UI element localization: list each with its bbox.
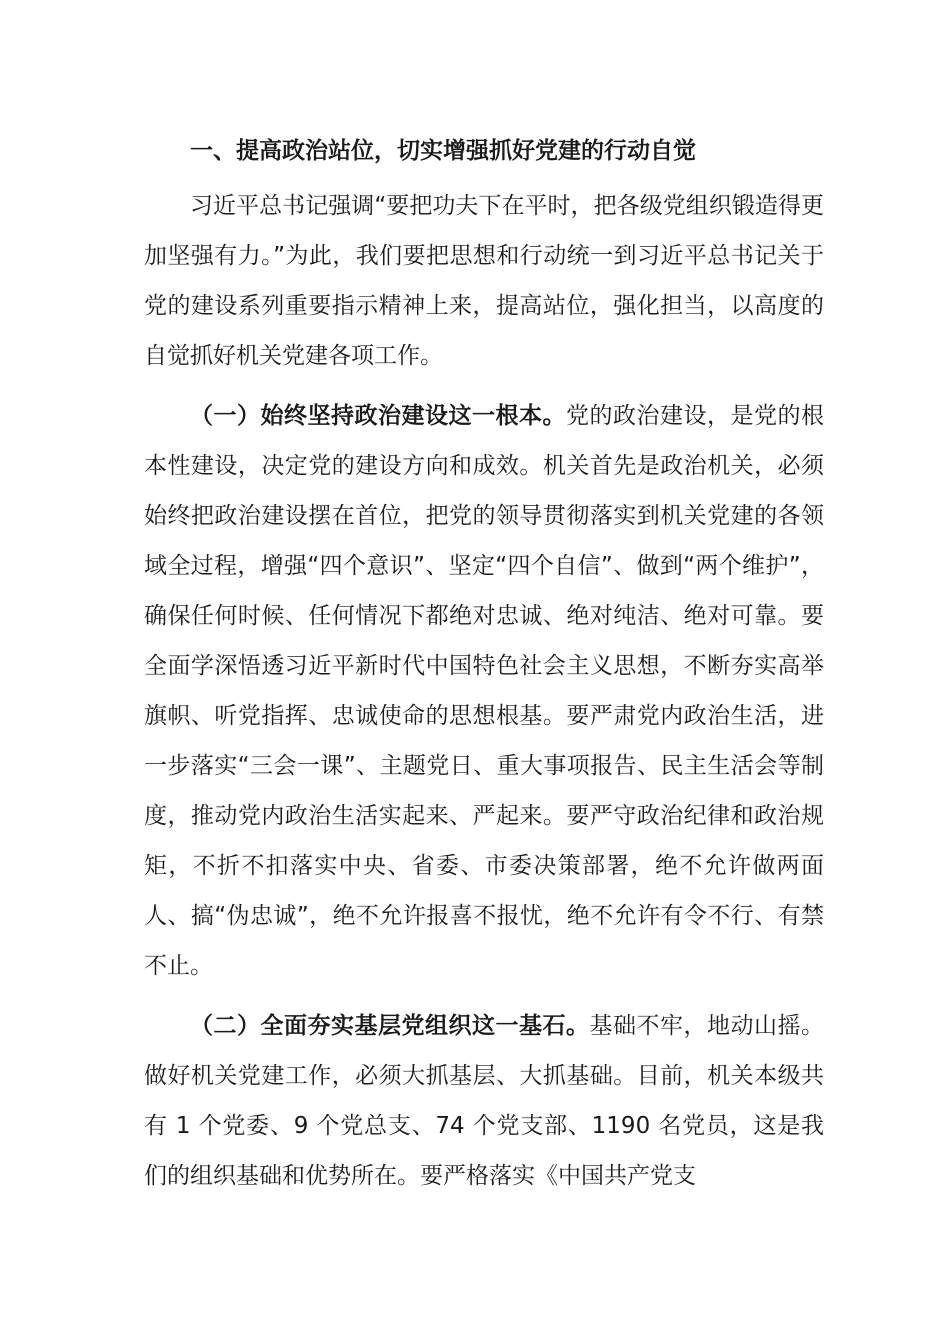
- subsection-heading-1: （一）始终坚持政治建设这一根本。: [190, 403, 566, 429]
- paragraph-intro: [144, 181, 824, 381]
- paragraph-intro-text: 习近平总书记强调“要把功夫下在平时，把各级党组织锻造得更加坚强有力。”为此，我们要把思想和行动统一到习近平总书记关于党的建设系列重要指示精神上来，提高站位，强化担当，以高度的自觉抓好机关党建各项工作。: [144, 193, 824, 369]
- section-heading: 一、提高政治站位，切实增强抓好党建的行动自觉: [190, 138, 696, 164]
- paragraph-grassroots-organization: [144, 1001, 824, 1201]
- subsection-heading-2: （二）全面夯实基层党组织这一基石。: [190, 1013, 590, 1039]
- paragraph-political-construction: [144, 391, 824, 991]
- paragraph-political-construction-text: 党的政治建设，是党的根本性建设，决定党的建设方向和成效。机关首先是政治机关，必须始终把政治建设摆在首位，把党的领导贯彻落实到机关党建的各领域全过程，增强“四个意识”、坚定“四个自信”、做到“两个维护”，确保任何时候、任何情况下都绝对忠诚、绝对纯洁、绝对可靠。要全面学深悟透习近平新时代中国特色社会主义思想，不断夯实高举旗帜、听党指挥、忠诚使命的思想根基。要严肃党内政治生活，进一步落实“三会一课”、主题党日、重大事项报告、民主生活会等制度，推动党内政治生活实起来、严起来。要严守政治纪律和政治规矩，不折不扣落实中央、省委、市委决策部署，绝不允许做两面人、搞“伪忠诚”，绝不允许报喜不报忧，绝不允许有令不行、有禁不止。: [144, 403, 824, 979]
- paragraph-grassroots-organization-text: 基础不牢，地动山摇。做好机关党建工作，必须大抓基层、大抓基础。目前，机关本级共有 1 个党委、9 个党总支、74 个党支部、1190 名党员，这是我们的组织基础和优势所在。要严格落实《中国共产党支: [144, 1013, 824, 1189]
- document-body: [144, 131, 824, 1211]
